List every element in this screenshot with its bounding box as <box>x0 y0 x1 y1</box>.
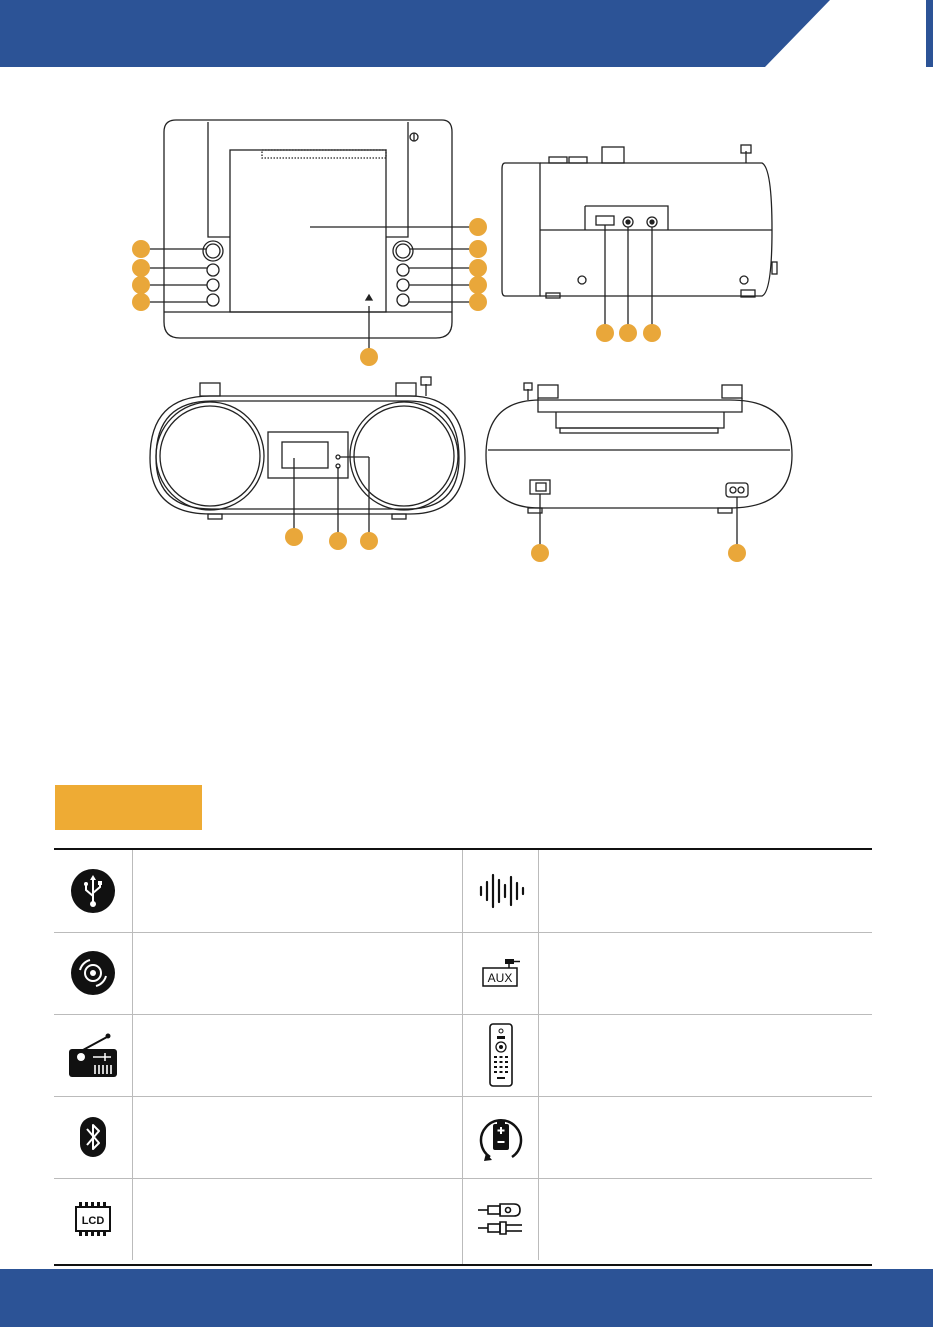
power-plug-icon <box>462 1178 539 1260</box>
callout-badges <box>132 218 746 562</box>
feature-description <box>133 1096 461 1178</box>
aux-icon <box>462 932 539 1014</box>
feature-description <box>133 850 461 932</box>
feature-description <box>133 932 461 1014</box>
side-view <box>502 145 777 326</box>
aux-label: AUX <box>487 971 512 985</box>
feature-row <box>54 1096 872 1179</box>
feature-description <box>538 932 872 1014</box>
bluetooth-icon <box>54 1096 133 1178</box>
soundwave-icon <box>462 850 539 932</box>
feature-description <box>538 1014 872 1096</box>
back-view <box>486 383 792 545</box>
feature-row <box>54 850 872 933</box>
feature-row <box>54 1014 872 1097</box>
product-diagram <box>0 0 933 620</box>
footer-band <box>0 1269 933 1327</box>
feature-description <box>133 1178 461 1260</box>
features-table <box>54 848 872 1266</box>
lcd-icon <box>54 1178 133 1260</box>
feature-row <box>54 1178 872 1260</box>
remote-control-icon <box>462 1014 539 1096</box>
section-tag <box>55 785 202 830</box>
feature-description <box>538 850 872 932</box>
usb-icon <box>54 850 133 932</box>
feature-description <box>538 1096 872 1178</box>
feature-row <box>54 932 872 1015</box>
disc-icon <box>54 932 133 1014</box>
lcd-label: LCD <box>81 1215 105 1227</box>
feature-description <box>133 1014 461 1096</box>
battery-icon <box>462 1096 539 1178</box>
radio-icon <box>54 1014 133 1096</box>
feature-description <box>538 1178 872 1260</box>
top-view <box>141 120 470 352</box>
front-view <box>150 377 465 534</box>
